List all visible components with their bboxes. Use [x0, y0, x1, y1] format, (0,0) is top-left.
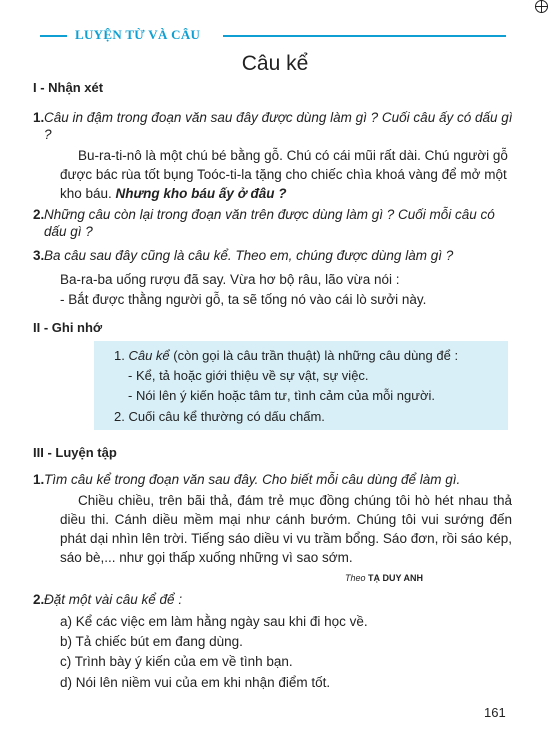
- section-heading-luyen-tap: III - Luyện tập: [33, 445, 117, 460]
- question-text: Đặt một vài câu kể để :: [44, 592, 183, 607]
- exercise-passage: Chiều chiều, trên bãi thả, đám trẻ mục đồng chúng tôi hò hét nhau thả diều thi. Cánh diều mềm mại như cánh bướm. Chúng tôi vui sướng đến phát dại nhìn lên trời. Tiếng sáo diều vi vu trầm bổng. Sáo đơn, rồi sáo kép, sáo bè,... như gọi thấp xuống những vì sao sớm.: [60, 493, 512, 565]
- exercise-2: [33, 591, 514, 608]
- question-1: [33, 109, 514, 143]
- question-number: 1.: [33, 472, 45, 487]
- section-heading-ghi-nho: II - Ghi nhớ: [33, 320, 103, 335]
- note-term: Câu kể: [128, 348, 170, 363]
- question-number: 2.: [33, 592, 45, 607]
- note-line-1: [114, 348, 458, 363]
- example-line-2: - Bắt được thằng người gỗ, ta sẽ tống nó vào cái lò sưởi này.: [60, 292, 427, 307]
- registration-mark-icon: [535, 0, 548, 13]
- exercise-1: [33, 471, 514, 488]
- question-number: 3.: [33, 248, 45, 263]
- note-number: 1.: [114, 348, 129, 363]
- note-line-3: - Nói lên ý kiến hoặc tâm tư, tình cảm của mỗi người.: [128, 388, 435, 403]
- option-d: d) Nói lên niềm vui của em khi nhận điểm tốt.: [60, 675, 331, 690]
- question-text: Ba câu sau đây cũng là câu kể. Theo em, chúng được dùng làm gì ?: [44, 248, 454, 263]
- source-credit: [345, 573, 423, 583]
- example-line-1: Ba-ra-ba uống rượu đã say. Vừa hơ bộ râu, lão vừa nói :: [60, 272, 400, 287]
- bold-sentence: Nhưng kho báu ấy ở đâu ?: [115, 186, 287, 201]
- section-heading-nhan-xet: I - Nhận xét: [33, 80, 104, 95]
- credit-theo: Theo: [345, 573, 366, 583]
- question-2: [33, 206, 514, 240]
- option-c: c) Trình bày ý kiến của em về tình bạn.: [60, 654, 293, 669]
- note-rest: (còn gọi là câu trần thuật) là những câu dùng để :: [169, 348, 459, 363]
- question-text: Những câu còn lại trong đoạn văn trên được dùng làm gì ? Cuối mỗi câu có dấu gì ?: [44, 207, 495, 239]
- option-b: b) Tả chiếc bút em đang dùng.: [60, 634, 243, 649]
- passage-text: Bu-ra-ti-nô là một chú bé bằng gỗ. Chú có cái mũi rất dài. Chú người gỗ được bác rùa tốt bụng Toóc-ti-la tặng cho chiếc chìa khoá vàng để mở một kho báu.: [60, 148, 508, 201]
- option-a: a) Kể các việc em làm hằng ngày sau khi đi học về.: [60, 614, 368, 629]
- page-number: 161: [484, 705, 506, 720]
- question-number: 2.: [33, 207, 45, 222]
- question-text: Câu in đậm trong đoạn văn sau đây được dùng làm gì ? Cuối câu ấy có dấu gì ?: [44, 110, 513, 142]
- question-number: 1.: [33, 110, 45, 125]
- question-text: Tìm câu kể trong đoạn văn sau đây. Cho biết mỗi câu dùng để làm gì.: [44, 472, 461, 487]
- credit-author: TẠ DUY ANH: [368, 573, 424, 583]
- passage-paragraph: [60, 146, 512, 203]
- header-rule-right: [223, 35, 506, 37]
- note-line-2: - Kể, tả hoặc giới thiệu về sự vật, sự việc.: [128, 368, 369, 383]
- question-3: [33, 247, 514, 264]
- section-header: LUYỆN TỪ VÀ CÂU: [75, 27, 201, 42]
- note-line-4: 2. Cuối câu kể thường có dấu chấm.: [114, 409, 325, 424]
- header-rule-left: [40, 35, 67, 37]
- page-title: Câu kể: [241, 52, 309, 75]
